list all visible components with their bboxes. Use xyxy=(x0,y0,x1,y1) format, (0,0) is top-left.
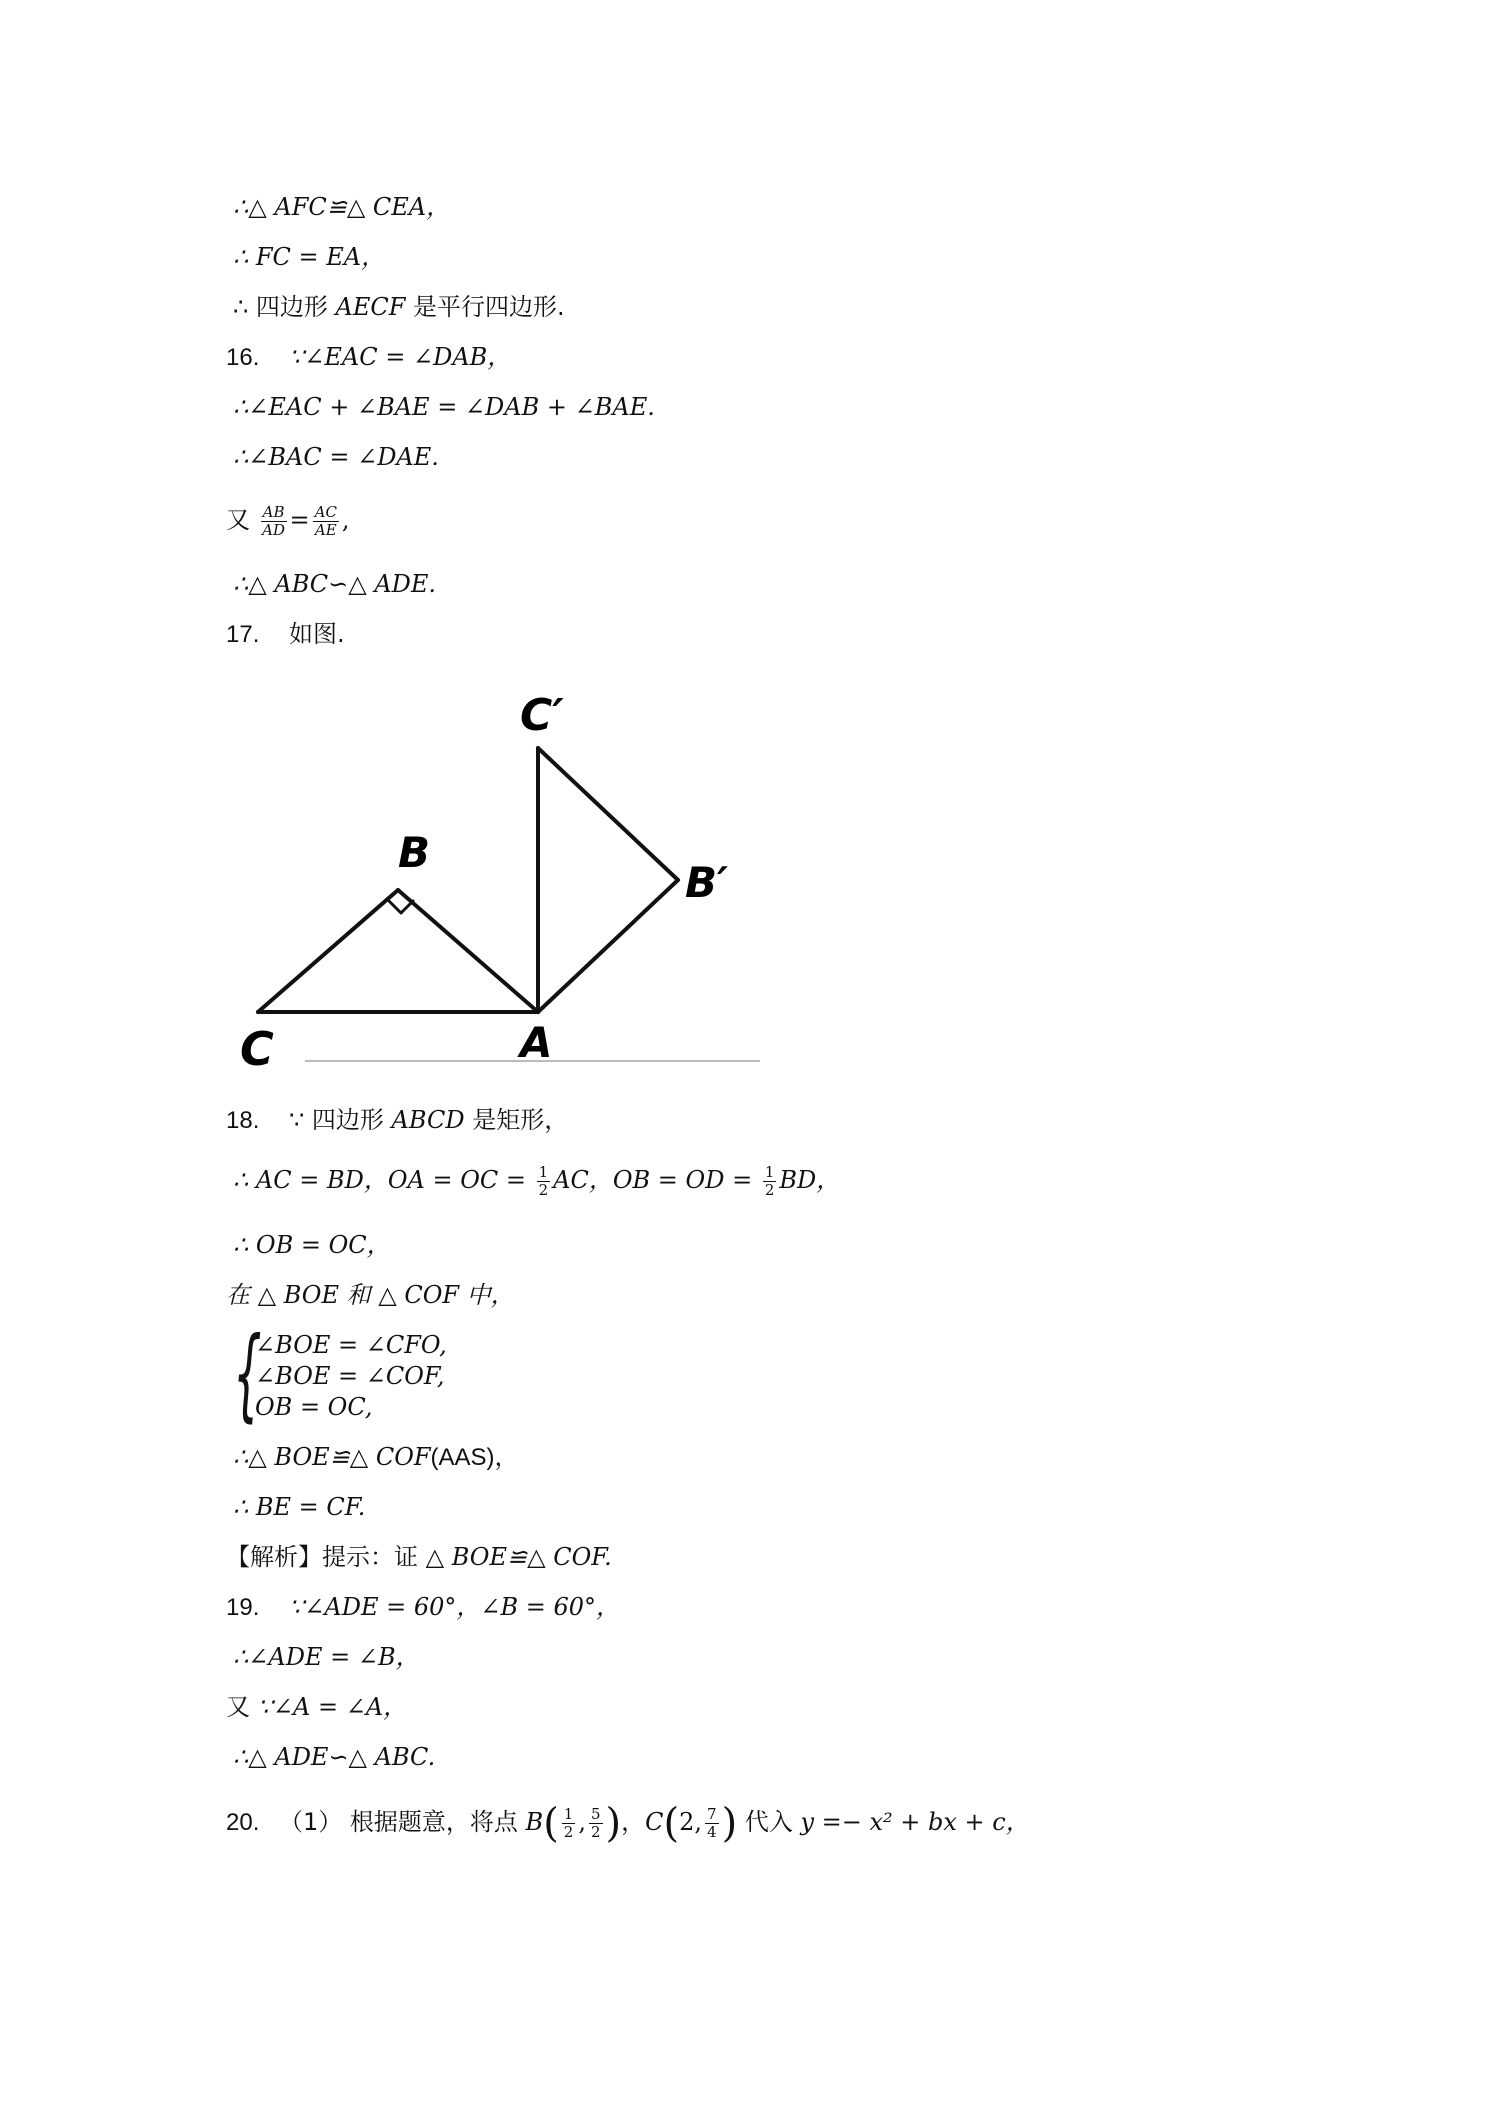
text-you: 又 xyxy=(226,1693,258,1721)
q18-line6: ∴ BE = CF. xyxy=(233,1493,366,1521)
fraction xyxy=(589,1806,603,1841)
equals-sign: = xyxy=(289,506,310,534)
question-number: 20. xyxy=(226,1809,260,1836)
text-segment: ∵ 四边形 xyxy=(289,1106,392,1134)
q16-line3: ∴∠BAC = ∠DAE. xyxy=(233,443,439,471)
fraction-ac-ae xyxy=(313,504,339,539)
comma: ， xyxy=(621,1808,646,1836)
label-c-prime: C′ xyxy=(520,690,564,741)
segment-cb xyxy=(258,890,398,1012)
denominator: 2 xyxy=(563,1823,574,1841)
math-expr: ∴△ BOE≌△ COF xyxy=(233,1443,431,1471)
comma: , xyxy=(341,506,350,534)
equation-system xyxy=(233,1315,533,1432)
numerator: 1 xyxy=(563,1805,574,1823)
math-expr: △ BOE≌△ COF. xyxy=(425,1543,612,1571)
numerator: 1 xyxy=(764,1163,775,1181)
segment-ba xyxy=(398,890,538,1012)
point-c: C xyxy=(645,1808,664,1836)
q19-line2: ∴∠ADE = ∠B， xyxy=(233,1643,420,1671)
line-fc-equals-ea: ∴ FC = EA， xyxy=(233,243,386,271)
label-c: C xyxy=(240,1022,274,1076)
segment-bprime-a xyxy=(538,880,678,1012)
q16-line1 xyxy=(226,342,511,373)
label-a: A xyxy=(520,1018,553,1067)
numerator: 1 xyxy=(538,1163,549,1181)
denominator: AE xyxy=(314,521,337,539)
rotation-figure xyxy=(230,675,790,1090)
fraction-ab-ad xyxy=(261,504,287,539)
text-segment: 代入 xyxy=(737,1808,801,1836)
fraction-half xyxy=(763,1164,777,1199)
left-brace: { xyxy=(233,1315,262,1432)
math-expr: ∵∠EAC = ∠DAB， xyxy=(289,343,512,371)
q18-line1 xyxy=(226,1105,568,1136)
paren-close: ) xyxy=(721,1800,738,1847)
paren-close: ) xyxy=(605,1800,622,1847)
q17-line1 xyxy=(226,619,345,650)
text-as-figure: 如图. xyxy=(289,620,345,648)
math-expr: AC，OB = OD = xyxy=(553,1166,760,1194)
math-expr: ∴ AC = BD，OA = OC = xyxy=(233,1166,534,1194)
coord: 2, xyxy=(679,1808,703,1836)
hint-label: 【解析】提示：证 xyxy=(226,1543,426,1571)
point-b: B xyxy=(525,1808,544,1836)
system-row: ∠BOE = ∠CFO, xyxy=(255,1331,447,1359)
numerator: AB xyxy=(262,503,285,521)
denominator: 4 xyxy=(707,1823,717,1841)
q18-line2 xyxy=(233,1160,840,1200)
q18-line3: ∴ OB = OC， xyxy=(233,1231,391,1259)
text-segment: ∴ 四边形 xyxy=(233,293,336,321)
text-segment: 是平行四边形. xyxy=(405,293,565,321)
quad-name: AECF xyxy=(335,293,406,321)
line-aecf-parallelogram xyxy=(233,292,565,322)
math-expr: ∵∠A = ∠A， xyxy=(257,1693,408,1721)
q18-line4: 在 △ BOE 和 △ COF 中， xyxy=(226,1281,515,1309)
quad-name: ABCD xyxy=(391,1106,465,1134)
segment-cprime-bprime xyxy=(538,748,678,880)
question-number: 18. xyxy=(226,1107,260,1134)
q18-line5 xyxy=(233,1442,519,1473)
q19-line1 xyxy=(226,1592,620,1623)
q20-line1: 20. （1） 根据题意，将点 B( $\frac{1}{2}$ , $\frac{5}{2}$ )，C(2, $\frac{7}{4}$ ) 代入 y =− x² + bx + c， xyxy=(226,1800,1030,1847)
denominator: 2 xyxy=(590,1823,601,1841)
q19-line3 xyxy=(226,1692,407,1722)
numerator: AC xyxy=(314,503,337,521)
math-expr: BD， xyxy=(779,1166,841,1194)
fraction xyxy=(705,1806,719,1841)
label-b-prime: B′ xyxy=(685,858,729,907)
equation: y =− x² + bx + c， xyxy=(800,1808,1030,1836)
question-number: 16. xyxy=(226,344,260,371)
fraction xyxy=(562,1806,576,1841)
paren-open: ( xyxy=(663,1800,680,1847)
q16-line5: ∴△ ABC∽△ ADE. xyxy=(233,570,437,598)
fraction-half xyxy=(537,1164,551,1199)
system-row: ∠BOE = ∠COF, xyxy=(255,1362,445,1390)
numerator: 7 xyxy=(707,1805,717,1823)
text-you: 又 xyxy=(226,506,250,534)
q16-line2: ∴∠EAC + ∠BAE = ∠DAB + ∠BAE. xyxy=(233,393,655,421)
q18-hint xyxy=(226,1542,612,1572)
paren-open: ( xyxy=(543,1800,559,1847)
text-segment: （1） 根据题意，将点 xyxy=(279,1808,526,1836)
q16-line4 xyxy=(226,500,350,540)
denominator: 2 xyxy=(538,1181,549,1199)
aas-label: (AAS)， xyxy=(430,1444,519,1471)
numerator: 5 xyxy=(590,1805,601,1823)
line-congruent-afc-cea: ∴△ AFC≌△ CEA， xyxy=(233,193,451,221)
label-b: B xyxy=(398,828,431,877)
question-number: 19. xyxy=(226,1594,260,1621)
system-row: OB = OC, xyxy=(255,1393,373,1421)
denominator: 2 xyxy=(764,1181,775,1199)
math-expr: ∵∠ADE = 60°，∠B = 60°， xyxy=(289,1593,621,1621)
denominator: AD xyxy=(262,521,285,539)
text-segment: 是矩形， xyxy=(464,1106,569,1134)
q19-line4: ∴△ ADE∽△ ABC. xyxy=(233,1743,436,1771)
question-number: 17. xyxy=(226,621,260,648)
